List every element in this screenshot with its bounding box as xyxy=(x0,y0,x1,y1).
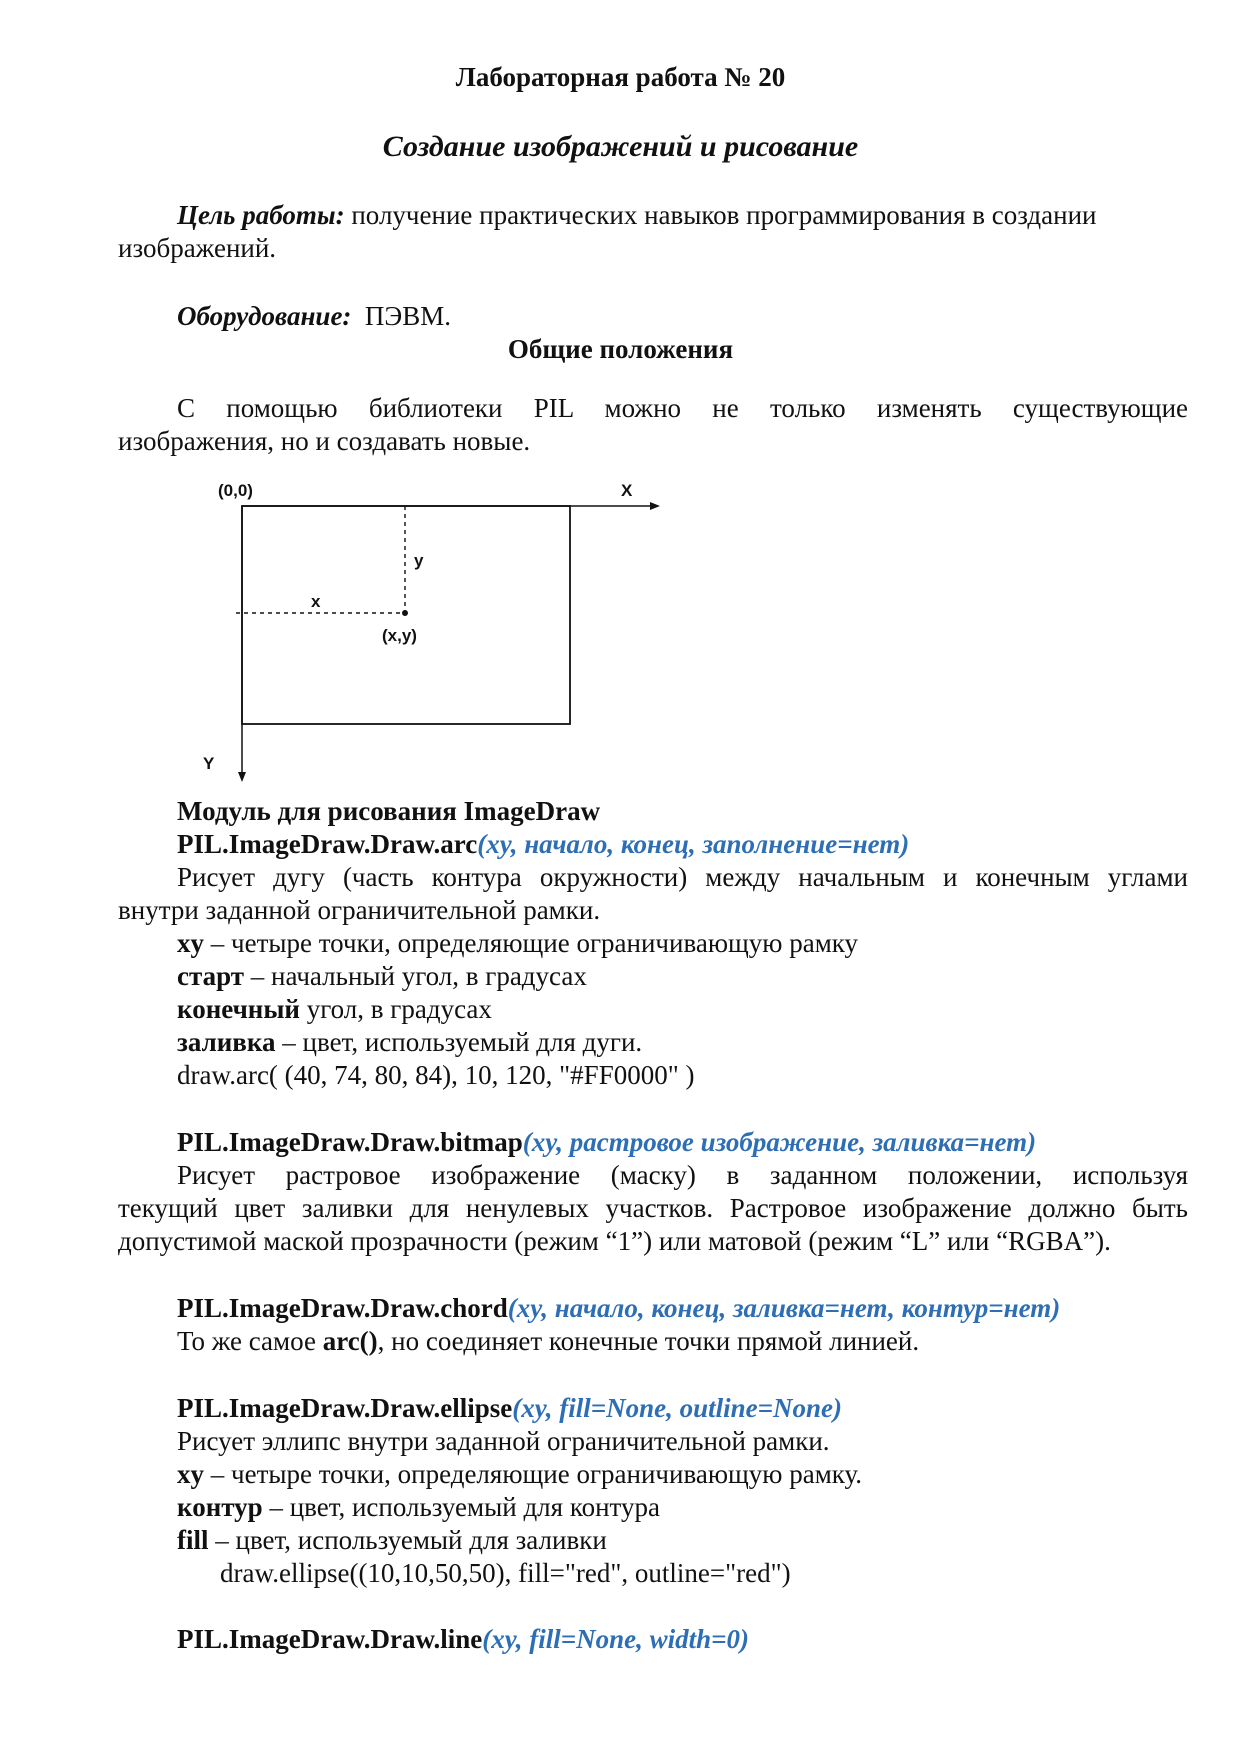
bitmap-desc-line2: текущий цвет заливки для ненулевых участков. Растровое изображение должно быть xyxy=(118,1193,1188,1223)
module-heading: Модуль для рисования ImageDraw xyxy=(177,796,601,826)
goal-label: Цель работы: xyxy=(177,200,345,230)
coordinate-diagram xyxy=(200,476,680,786)
arc-param-end xyxy=(177,993,492,1026)
line-sig-name: PIL.ImageDraw.Draw.line xyxy=(177,1624,483,1654)
ellipse-param-outline-name: контур xyxy=(177,1492,263,1522)
ellipse-param-xy-desc: – четыре точки, определяющие ограничивающую рамку. xyxy=(204,1459,863,1489)
ellipse-param-outline-desc: – цвет, используемый для контура xyxy=(262,1492,660,1522)
ellipse-sig-args: (xy, fill=None, outline=None) xyxy=(512,1393,842,1423)
bitmap-sig-args: (xy, растровое изображение, заливка=нет) xyxy=(522,1127,1037,1157)
x-distance-label: x xyxy=(311,592,321,611)
ellipse-sig-name: PIL.ImageDraw.Draw.ellipse xyxy=(177,1393,513,1423)
arc-sig-args: (xy, начало, конец, заполнение=нет) xyxy=(477,829,910,859)
arc-param-fill-name: заливка xyxy=(177,1027,276,1057)
general-para-line1: С помощью библиотеки PIL можно не только изменять существующие xyxy=(177,393,1188,423)
goal-line xyxy=(177,199,1096,232)
chord-desc-pre: То же самое xyxy=(177,1326,323,1356)
arc-param-end-desc: угол, в градусах xyxy=(300,994,492,1024)
origin-label: (0,0) xyxy=(218,481,253,500)
arc-example: draw.arc( (40, 74, 80, 84), 10, 120, "#FF0000" ) xyxy=(177,1060,695,1090)
x-axis-label: X xyxy=(621,481,633,500)
ellipse-param-xy xyxy=(177,1458,862,1491)
arc-param-xy-name: xy xyxy=(177,928,204,958)
point-label: (x,y) xyxy=(382,626,417,645)
ellipse-param-fill-desc: – цвет, используемый для заливки xyxy=(208,1525,607,1555)
chord-desc xyxy=(177,1325,919,1358)
bitmap-desc-line1: Рисует растровое изображение (маску) в заданном положении, используя xyxy=(177,1160,1188,1190)
ellipse-example: draw.ellipse((10,10,50,50), fill="red", outline="red") xyxy=(220,1558,791,1588)
chord-desc-post: , но соединяет конечные точки прямой линией. xyxy=(377,1326,920,1356)
section-heading: Общие положения xyxy=(507,334,734,364)
ellipse-desc: Рисует эллипс внутри заданной ограничительной рамки. xyxy=(177,1426,830,1456)
y-axis-arrow-icon xyxy=(238,772,246,782)
ellipse-param-outline xyxy=(177,1491,660,1524)
arc-param-start-desc: – начальный угол, в градусах xyxy=(244,961,587,991)
line-sig-args: (xy, fill=None, width=0) xyxy=(482,1624,749,1654)
equipment-label: Оборудование: xyxy=(177,301,352,331)
chord-sig-args: (xy, начало, конец, заливка=нет, контур=нет) xyxy=(507,1293,1061,1323)
arc-param-fill xyxy=(177,1026,642,1059)
goal-text-cont: изображений. xyxy=(118,233,277,263)
arc-param-xy-desc: – четыре точки, определяющие ограничивающую рамку xyxy=(204,928,859,958)
ellipse-signature xyxy=(177,1392,842,1425)
x-axis-arrow-icon xyxy=(650,502,660,510)
arc-sig-name: PIL.ImageDraw.Draw.arc xyxy=(177,829,478,859)
chord-signature xyxy=(177,1292,1060,1325)
topic-title: Создание изображений и рисование xyxy=(382,130,859,163)
bitmap-desc-line3: допустимой маской прозрачности (режим “1”) или матовой (режим “L” или “RGBA”). xyxy=(118,1226,1111,1256)
arc-desc-line2: внутри заданной ограничительной рамки. xyxy=(118,895,601,925)
lab-title: Лабораторная работа № 20 xyxy=(455,62,786,92)
y-distance-label: y xyxy=(414,551,424,570)
bitmap-sig-name: PIL.ImageDraw.Draw.bitmap xyxy=(177,1127,523,1157)
general-para-line2: изображения, но и создавать новые. xyxy=(118,426,531,456)
point-marker xyxy=(402,610,408,616)
arc-param-fill-desc: – цвет, используемый для дуги. xyxy=(275,1027,643,1057)
chord-desc-arc: arc() xyxy=(322,1326,378,1356)
arc-param-start xyxy=(177,960,587,993)
arc-param-xy xyxy=(177,927,858,960)
arc-param-end-name: конечный xyxy=(177,994,300,1024)
line-signature xyxy=(177,1623,749,1656)
equipment-line xyxy=(177,300,451,333)
arc-signature xyxy=(177,828,909,861)
ellipse-param-fill-name: fill xyxy=(177,1525,209,1555)
ellipse-param-fill xyxy=(177,1524,607,1557)
arc-desc-line1: Рисует дугу (часть контура окружности) между начальным и конечным углами xyxy=(177,862,1188,892)
goal-text: получение практических навыков программирования в создании xyxy=(344,200,1097,230)
chord-sig-name: PIL.ImageDraw.Draw.chord xyxy=(177,1293,508,1323)
bitmap-signature xyxy=(177,1126,1036,1159)
arc-param-start-name: старт xyxy=(177,961,244,991)
ellipse-param-xy-name: xy xyxy=(177,1459,204,1489)
y-axis-label: Y xyxy=(203,754,215,773)
equipment-value: ПЭВМ. xyxy=(364,301,452,331)
